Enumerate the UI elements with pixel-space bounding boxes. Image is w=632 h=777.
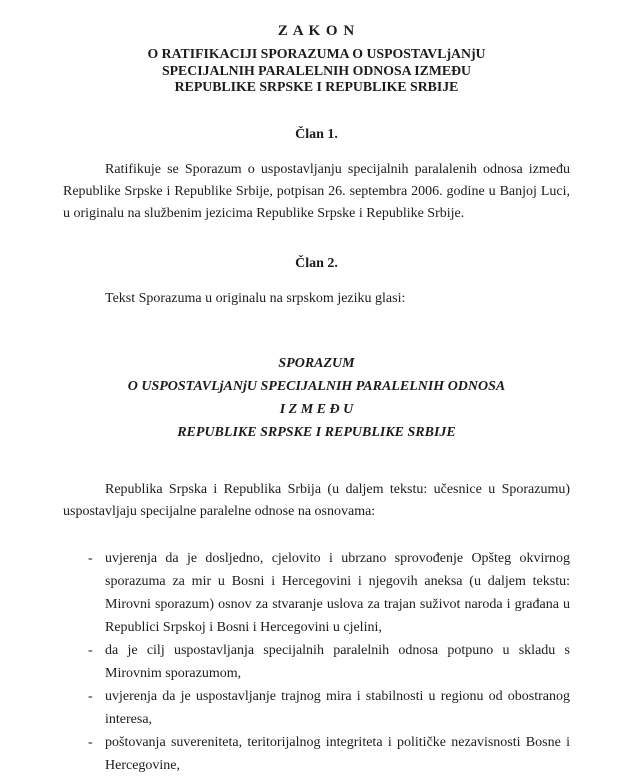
article-2-body: Tekst Sporazuma u originalu na srpskom jeziku glasi: — [105, 290, 406, 306]
list-item — [88, 685, 570, 731]
law-title — [63, 22, 570, 96]
list-marker: - — [88, 688, 93, 704]
law-title-line: Z A K O N — [277, 23, 356, 39]
list-item — [88, 547, 570, 639]
list-marker: - — [88, 642, 93, 658]
agreement-title-line: SPORAZUM — [278, 355, 355, 371]
list-item — [88, 731, 570, 777]
law-title-line: REPUBLIKE SRPSKE I REPUBLIKE SRBIJE — [174, 79, 459, 94]
law-title-line: O RATIFIKACIJI SPORAZUMA O USPOSTAVLjANjU — [147, 46, 486, 61]
list-item-text: da je cilj uspostavljanja specijalnih paralelnih odnosa potpuno u skladu s Mirovnim sporazumom, — [105, 642, 570, 681]
list-item-text: uvjerenja da je dosljedno, cjelovito i ubrzano sprovođenje Opšteg okvirnog sporazuma za mir u Bosni i Hercegovini i njegovih aneksa (u daljem tekstu: Mirovni sporazum) osnov za stvaranje uslova za trajan suživot naroda i građana u Republici Srpskoj i Bosni i Hercegovini u cjelini, — [105, 550, 570, 635]
list-item — [88, 639, 570, 685]
agreement-title-line: REPUBLIKE SRPSKE I REPUBLIKE SRBIJE — [177, 424, 456, 440]
preamble-paragraph: Republika Srpska i Republika Srbija (u daljem tekstu: učesnice u Sporazumu) uspostavljaju specijalne paralelne odnose na osnovama: — [63, 481, 570, 519]
article-1-heading: Član 1. — [295, 126, 338, 142]
principles-list — [88, 547, 570, 777]
list-item-text: poštovanja suvereniteta, teritorijalnog integriteta i političke nezavisnosti Bosne i Hercegovine, — [105, 734, 570, 773]
agreement-title — [63, 352, 570, 444]
article-2-heading: Član 2. — [295, 255, 338, 271]
list-item-text: uvjerenja da je uspostavljanje trajnog mira i stabilnosti u regionu od obostranog interesa, — [105, 688, 570, 727]
agreement-title-line: I Z M E Đ U — [279, 401, 354, 417]
list-marker: - — [88, 550, 93, 566]
list-marker: - — [88, 734, 93, 750]
agreement-title-line: O USPOSTAVLjANjU SPECIJALNIH PARALELNIH ODNOSA — [127, 378, 506, 394]
article-1-body: Ratifikuje se Sporazum o uspostavljanju specijalnih paralalenih odnosa između Republike Srpske i Republike Srbije, potpisan 26. septembra 2006. godine u Banjoj Luci, u originalu na službenim jezicima Republike Srpske i Republike Srbije. — [63, 161, 570, 221]
law-title-line: SPECIJALNIH PARALELNIH ODNOSA IZMEĐU — [161, 62, 472, 78]
